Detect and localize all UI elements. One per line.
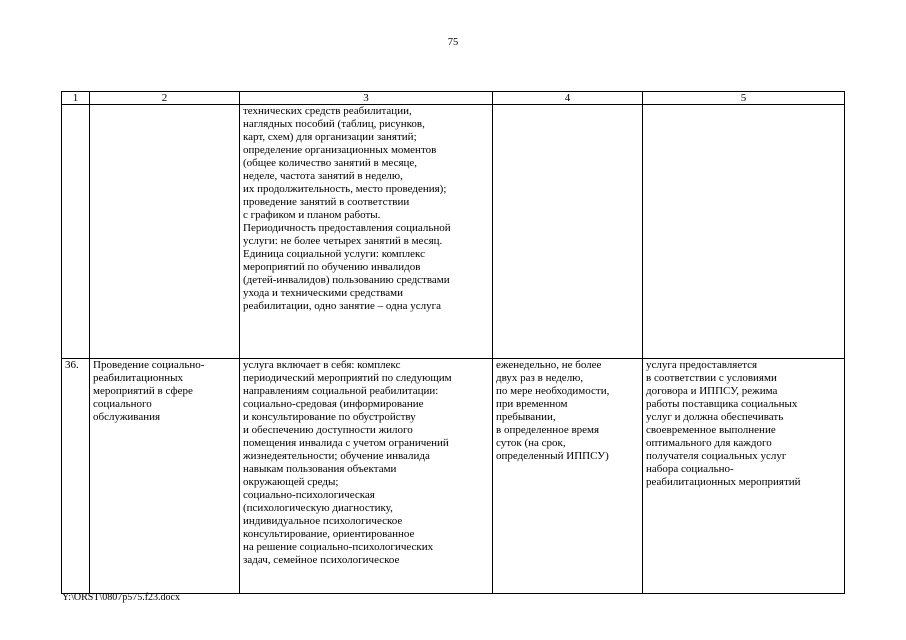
conditions-cell [643, 359, 845, 594]
page-number: 75 [447, 37, 459, 48]
text-line: определение организационных моментов [243, 144, 437, 156]
text-line: оптимального для каждого [646, 437, 772, 449]
text-line: двух раз в неделю, [496, 372, 584, 384]
text-line: получателя социальных услуг [646, 450, 787, 462]
text-line: обслуживания [93, 411, 161, 423]
file-path-footer: Y:\ORST\0807p575.f23.docx [62, 592, 180, 603]
table-row [62, 105, 845, 359]
text-line: услуги: не более четырех занятий в месяц. [243, 235, 443, 247]
text-line: жизнедеятельности; обучение инвалида [243, 450, 430, 462]
text-line: проведение занятий в соответствии [243, 196, 410, 208]
text-line: (детей-инвалидов) пользованию средствами [243, 274, 450, 286]
text-line: мероприятий по обучению инвалидов [243, 261, 421, 273]
row-number-cell [62, 105, 90, 359]
periodicity-cell [493, 105, 643, 359]
text-line: определенный ИППСУ) [496, 450, 609, 462]
text-line: мероприятий в сфере [93, 385, 193, 397]
text-line: Проведение социально- [93, 359, 205, 371]
text-line: договора и ИППСУ, режима [646, 385, 778, 397]
services-table [61, 91, 845, 594]
text-line: наглядных пособий (таблиц, рисунков, [243, 118, 425, 130]
column-header: 1 [62, 92, 90, 105]
text-line: задач, семейное психологическое [243, 554, 400, 566]
text-line: консультирование, ориентированное [243, 528, 415, 540]
row-number-cell: 36. [62, 359, 90, 594]
service-content-cell [240, 359, 493, 594]
column-header: 4 [493, 92, 643, 105]
text-line: набора социально- [646, 463, 734, 475]
text-line: и обеспечению доступности жилого [243, 424, 413, 436]
text-line: направлениям социальной реабилитации: [243, 385, 439, 397]
column-header: 2 [90, 92, 240, 105]
text-line: индивидуальное психологическое [243, 515, 403, 527]
text-line: карт, схем) для организации занятий; [243, 131, 417, 143]
text-line: услуга включает в себя: комплекс [243, 359, 401, 371]
service-name-cell [90, 359, 240, 594]
text-line: помещения инвалида с учетом ограничений [243, 437, 449, 449]
service-name-cell [90, 105, 240, 359]
text-line: еженедельно, не более [496, 359, 602, 371]
text-line: работы поставщика социальных [646, 398, 798, 410]
service-content-cell [240, 105, 493, 359]
text-line: их продолжительность, место проведения); [243, 183, 447, 195]
text-line: пребывании, [496, 411, 556, 423]
text-line: в соответствии с условиями [646, 372, 777, 384]
text-line: технических средств реабилитации, [243, 105, 412, 117]
text-line: окружающей среды; [243, 476, 339, 488]
text-line: с графиком и планом работы. [243, 209, 381, 221]
periodicity-cell [493, 359, 643, 594]
table-header-row [62, 92, 845, 105]
text-line: реабилитационных мероприятий [646, 476, 801, 488]
text-line: при временном [496, 398, 568, 410]
text-line: социально-средовая (информирование [243, 398, 424, 410]
text-line: Единица социальной услуги: комплекс [243, 248, 425, 260]
text-line: на решение социально-психологических [243, 541, 434, 553]
text-line: ухода и техническими средствами [243, 287, 404, 299]
text-line: по мере необходимости, [496, 385, 610, 397]
text-line: (общее количество занятий в месяце, [243, 157, 418, 169]
text-line: социально-психологическая [243, 489, 375, 501]
text-line: навыкам пользования объектами [243, 463, 397, 475]
text-line: периодический мероприятий по следующим [243, 372, 452, 384]
text-line: услуг и должна обеспечивать [646, 411, 784, 423]
column-header: 5 [643, 92, 845, 105]
text-line: неделе, частота занятий в неделю, [243, 170, 403, 182]
text-line: Периодичность предоставления социальной [243, 222, 451, 234]
text-line: и консультирование по обустройству [243, 411, 416, 423]
column-header: 3 [240, 92, 493, 105]
text-line: (психологическую диагностику, [243, 502, 393, 514]
text-line: реабилитационных [93, 372, 184, 384]
table-row [62, 359, 845, 594]
text-line: в определенное время [496, 424, 600, 436]
conditions-cell [643, 105, 845, 359]
text-line: услуга предоставляется [646, 359, 758, 371]
text-line: социального [93, 398, 152, 410]
text-line: реабилитации, одно занятие – одна услуга [243, 300, 441, 312]
text-line: своевременное выполнение [646, 424, 776, 436]
text-line: суток (на срок, [496, 437, 566, 449]
